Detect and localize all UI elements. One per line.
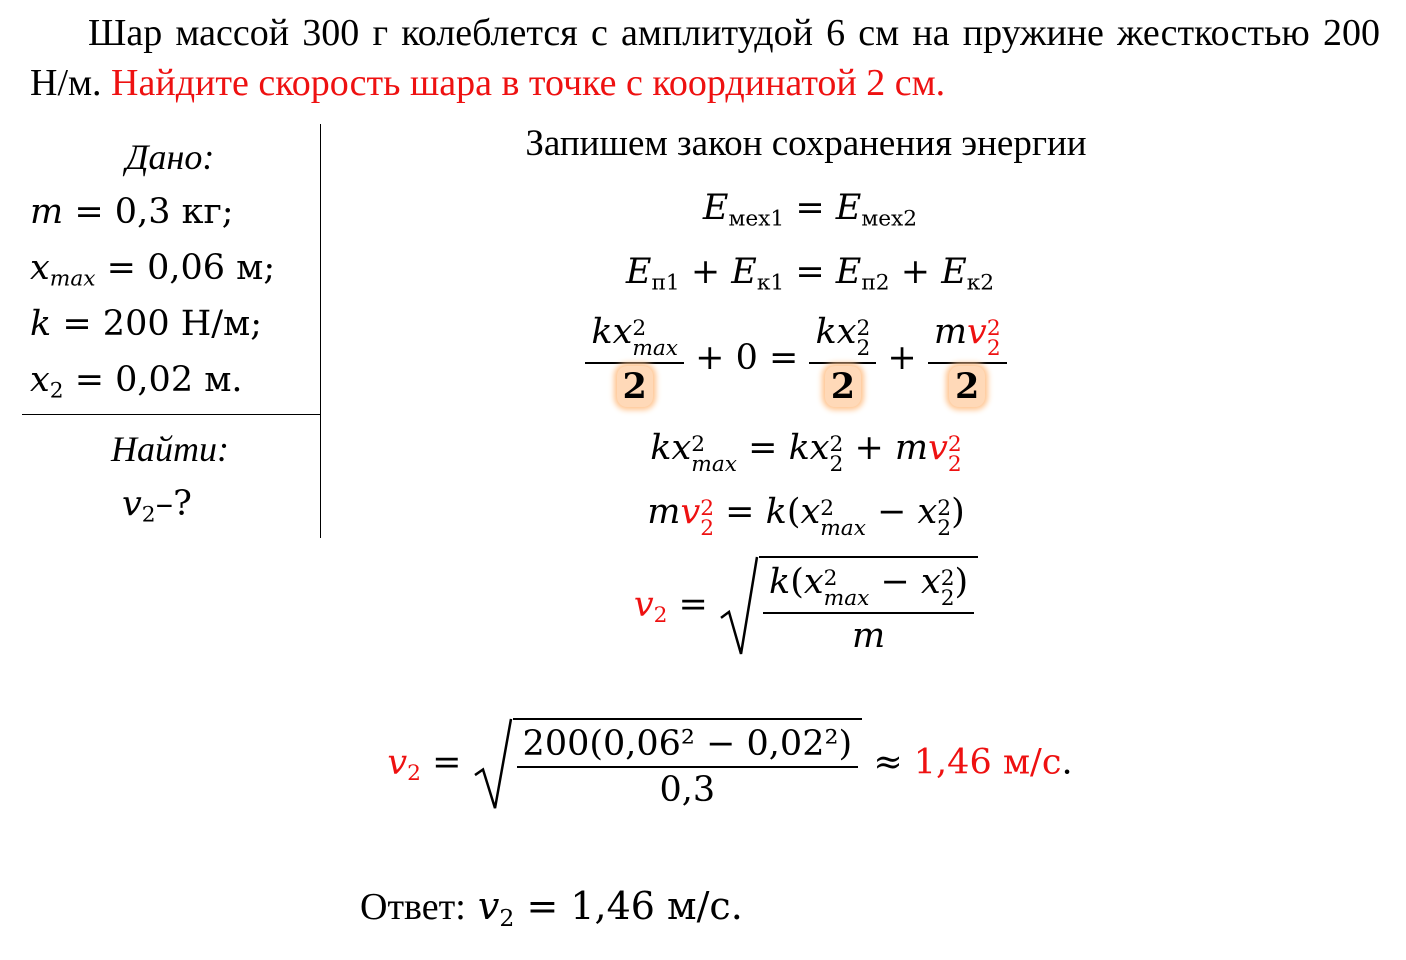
find-title: Найти: [111, 429, 229, 469]
given-title: Дано: [125, 137, 215, 177]
problem-question: Найдите скорость шара в точке с координатой 2 см. [111, 62, 946, 104]
given-coordinate-value: = 0,02 м. [74, 360, 243, 400]
numeric-denominator: 0,3 [659, 770, 716, 810]
fraction-numeric [517, 724, 859, 810]
square-root [719, 556, 978, 656]
answer-label: Ответ: [360, 886, 466, 928]
given-mass: m = 0,3 кг; [30, 192, 234, 232]
numeric-result: 1,46 м/с [913, 742, 1062, 783]
find-item: $v_2-$? [122, 484, 192, 528]
find-item-value: –? [155, 484, 192, 524]
numeric-radical-sign-icon [473, 718, 513, 810]
final-answer: Ответ: $v_2 = 1,46$ м/с. [360, 884, 743, 933]
equation-simplified: kx 2 max = kx 2 2 + mv 2 2 [650, 428, 962, 478]
problem-statement [30, 8, 1380, 108]
fraction-kinetic-energy: mv 2 2 2 [928, 312, 1007, 407]
numeric-result-period: . [1061, 742, 1073, 783]
equation-velocity-formula: $v_2$ = k(x 2 max − x 2 2 ) m [356, 556, 1256, 656]
given-stiffness: k = 200 Н/м; [30, 304, 263, 344]
answer-value: = 1,46 м/с. [526, 884, 743, 928]
given-amplitude-value: = 0,06 м; [106, 248, 276, 288]
given-coordinate: $x_2 = 0,02$ м. [30, 360, 243, 404]
equation-mech-energy: $E_{мех1} = E_{мех2}$ [702, 188, 918, 232]
fraction-max-energy: kx 2 max 2 [585, 312, 684, 407]
fraction-velocity-formula: k(x 2 max − x 2 2 ) m [763, 562, 974, 656]
approx-sign: ≈ [873, 742, 903, 783]
given-vertical-divider [320, 124, 321, 538]
given-mass-value: = 0,3 кг; [74, 192, 234, 232]
equation-energy-fractions: kx 2 max 2 + 0 = kx 2 2 2 + mv 2 2 2 [346, 312, 1246, 407]
radical-sign-icon [719, 556, 759, 656]
equation-numeric-result: $v_2$ = $\frac{\text{200(0,06² − 0,02²)}}{0,3}$ ≈ 1,46 м/с. [280, 718, 1180, 810]
fraction-potential-energy: kx 2 2 2 [809, 312, 876, 407]
numeric-numerator: 200(0,06² − 0,02²) [517, 724, 859, 768]
problem-text: Шар массой 300 г колеблется с амплитудой 6 см на пружине жесткостью 200 Н/м. [30, 12, 1380, 104]
equation-energy-sum: $E_{п1} + E_{к1} = E_{п2} + E_{к2}$ [625, 252, 995, 296]
numeric-square-root [473, 718, 863, 810]
given-stiffness-value: = 200 Н/м; [62, 304, 263, 344]
equation-rearranged: mv 2 2 = k(x 2 max − x 2 2 ) [647, 492, 965, 542]
given-amplitude: $x_{max} = 0,06$ м; [30, 248, 276, 292]
given-horizontal-divider [22, 414, 321, 415]
solution-heading: Запишем закон сохранения энергии [525, 123, 1087, 164]
